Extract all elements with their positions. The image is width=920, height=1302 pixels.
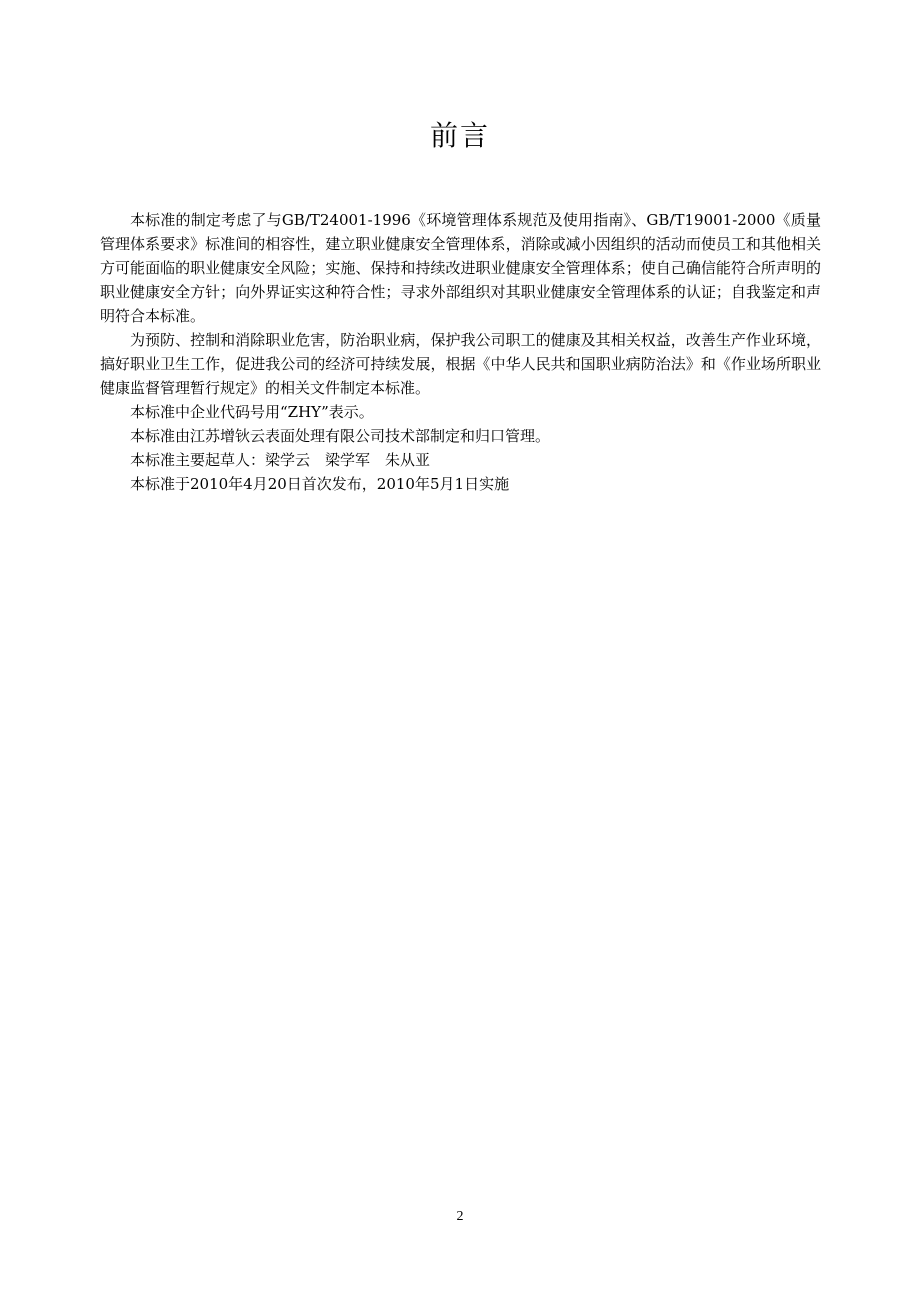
paragraph-drafters: 本标准主要起草人：梁学云 梁学军 朱从亚 bbox=[130, 451, 431, 469]
page-title: 前言 bbox=[429, 119, 490, 152]
document-body bbox=[100, 208, 821, 496]
paragraph-management: 本标准由江苏增钬云表面处理有限公司技术部制定和归口管理。 bbox=[130, 427, 551, 445]
page-number: 2 bbox=[456, 1209, 464, 1224]
paragraph-compatibility: 本标准的制定考虑了与GB/T24001-1996《环境管理体系规范及使用指南》、GB/T19001-2000《质量管理体系要求》标准间的相容性，建立职业健康安全管理体系，消除或减小因组织的活动而使员工和其他相关方可能面临的职业健康安全风险；实施、保持和持续改进职业健康安全管理体系；使自己确信能符合所声明的职业健康安全方针；向外界证实这种符合性；寻求外部组织对其职业健康安全管理体系的认证；自我鉴定和声明符合本标准。 bbox=[100, 211, 821, 325]
paragraph-release-date: 本标准于2010年4月20日首次发布，2010年5月1日实施 bbox=[130, 475, 510, 493]
paragraph-purpose: 为预防、控制和消除职业危害，防治职业病，保护我公司职工的健康及其相关权益，改善生产作业环境，搞好职业卫生工作，促进我公司的经济可持续发展，根据《中华人民共和国职业病防治法》和《作业场所职业健康监督管理暂行规定》的相关文件制定本标准。 bbox=[100, 331, 821, 397]
paragraph-enterprise-code: 本标准中企业代码号用“ZHY”表示。 bbox=[130, 403, 374, 421]
